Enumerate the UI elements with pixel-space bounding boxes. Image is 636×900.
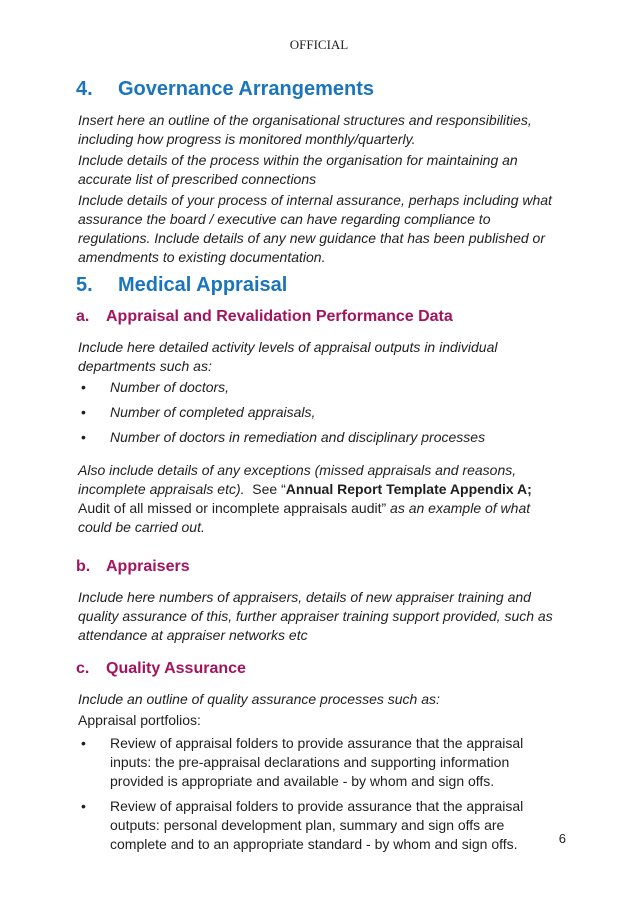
list-item-text: Number of doctors in remediation and disciplinary processes: [110, 429, 486, 445]
paragraph-prescribed-connections: Include details of the process within the organisation for maintaining an accurate list of prescribed connections: [78, 152, 518, 187]
bullet-marker-icon: •: [81, 735, 86, 751]
quality-assurance-bullet-list: [76, 734, 562, 854]
paragraph-internal-assurance: Include details of your process of internal assurance, perhaps including what assurance the board / executive can have regarding compliance to regulations. Include details of any new guidance that has been published or amendments to existing documentation.: [78, 192, 552, 265]
bullet-marker-icon: •: [81, 429, 86, 445]
paragraph-exceptions: [76, 461, 562, 537]
list-item: [76, 734, 562, 791]
list-item: [76, 378, 562, 397]
paragraph-activity-levels: Include here detailed activity levels of appraisal outputs in individual departments such as:: [78, 339, 498, 374]
text-run-bold: Annual Report Template Appendix A;: [285, 481, 532, 497]
section-medical-appraisal: [76, 273, 562, 854]
subheading-letter: c.: [76, 660, 90, 677]
heading-medical-appraisal: [76, 273, 562, 297]
list-item: [76, 403, 562, 422]
bullet-marker-icon: •: [81, 798, 86, 814]
list-item-text: Number of doctors,: [110, 379, 230, 395]
performance-data-bullet-list: [76, 378, 562, 447]
text-run-italic: Also include details of any exceptions (missed appraisals and reasons, incomplete appraisals etc).: [78, 462, 521, 497]
bullet-marker-icon: •: [81, 379, 86, 395]
heading-governance-arrangements: [76, 77, 562, 101]
list-item-text: Review of appraisal folders to provide assurance that the appraisal inputs: the pre-appraisal declarations and supporting information provided is appropriate and available - by whom and sign offs.: [110, 735, 524, 789]
subheading-quality-assurance: [76, 659, 562, 678]
subheading-performance-data: [76, 307, 562, 326]
paragraph-org-structures: Insert here an outline of the organisational structures and responsibilities, including how progress is monitored monthly/quarterly.: [78, 112, 532, 147]
heading-number: 4.: [76, 78, 93, 100]
paragraph-appraisers: Include here numbers of appraisers, details of new appraiser training and quality assurance of this, further appraiser training support provided, such as attendance at appraiser networks etc: [78, 589, 553, 643]
heading-text: Medical Appraisal: [118, 274, 288, 296]
section-governance-arrangements: [76, 77, 562, 267]
bullet-marker-icon: •: [81, 404, 86, 420]
subheading-appraisers: [76, 557, 562, 576]
subheading-letter: b.: [76, 558, 91, 575]
heading-number: 5.: [76, 274, 93, 296]
list-item: [76, 797, 562, 854]
text-run-italic: as an example of what could be carried out.: [78, 500, 535, 535]
list-item: [76, 428, 562, 447]
subheading-letter: a.: [76, 308, 90, 325]
text-run-regular: See “: [244, 481, 286, 497]
heading-text: Governance Arrangements: [118, 78, 375, 100]
subheading-text: Quality Assurance: [106, 660, 246, 677]
paragraph-appraisal-portfolios: Appraisal portfolios:: [78, 712, 201, 728]
list-item-text: Review of appraisal folders to provide assurance that the appraisal outputs: personal development plan, summary and sign offs are complete and to an appropriate standard - by whom and sign offs.: [110, 798, 524, 852]
subheading-text: Appraisers: [106, 558, 190, 575]
classification-banner: OFFICIAL: [289, 37, 349, 52]
paragraph-qa-intro: Include an outline of quality assurance processes such as:: [78, 691, 440, 707]
list-item-text: Number of completed appraisals,: [110, 404, 316, 420]
text-run-regular: Audit of all missed or incomplete appraisals audit”: [78, 481, 535, 516]
subheading-text: Appraisal and Revalidation Performance Data: [106, 308, 453, 325]
page-number: 6: [558, 831, 566, 846]
